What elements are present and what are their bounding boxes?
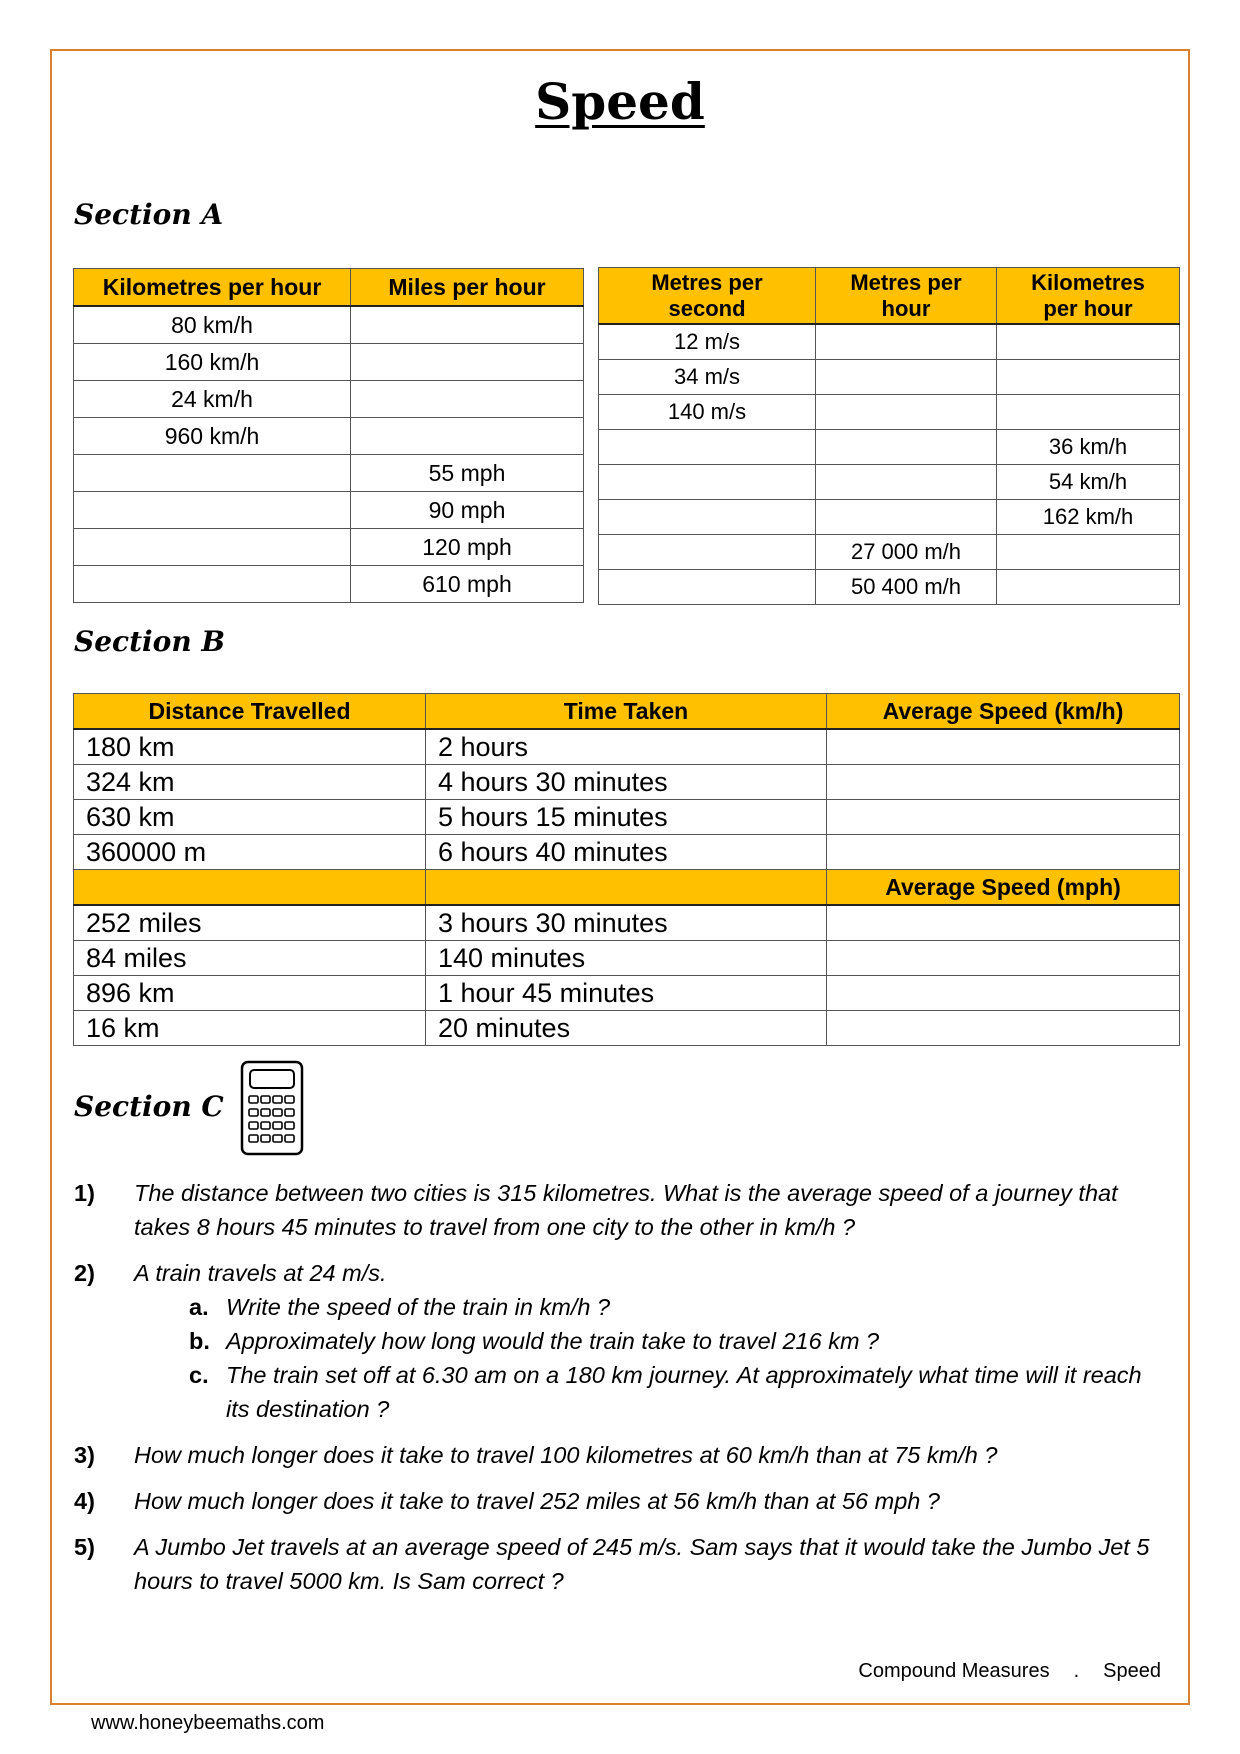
question-text: How much longer does it take to travel 100 kilometres at 60 km/h than at 75 km/h ? <box>134 1442 998 1468</box>
table-ms-mh-kmh <box>598 267 1180 605</box>
question-list <box>74 1176 1164 1610</box>
question-number: 1) <box>74 1180 95 1206</box>
table-cell: 6 hours 40 minutes <box>426 835 827 870</box>
answer-cell <box>827 729 1180 765</box>
table-row <box>74 381 584 418</box>
table-row <box>74 941 1180 976</box>
answer-cell <box>74 529 351 566</box>
footer-topic: Compound Measures <box>858 1660 1050 1682</box>
table-row <box>74 344 584 381</box>
table-cell: 24 km/h <box>74 381 351 418</box>
answer-cell <box>816 430 997 465</box>
answer-cell <box>827 976 1180 1011</box>
question-number: 2) <box>74 1260 95 1286</box>
table-row <box>599 570 1180 605</box>
section-c-heading: Section C <box>74 1090 224 1123</box>
sub-question <box>134 1290 1164 1324</box>
table-cell: 140 m/s <box>599 395 816 430</box>
table-cell: 54 km/h <box>997 465 1180 500</box>
table-cell: 162 km/h <box>997 500 1180 535</box>
table-cell: 610 mph <box>351 566 584 603</box>
answer-cell <box>816 500 997 535</box>
table-kmh-mph <box>73 268 584 603</box>
column-header: Metres per hour <box>816 268 997 325</box>
table-cell: 360000 m <box>74 835 426 870</box>
question-number: 5) <box>74 1534 95 1560</box>
question-number: 3) <box>74 1442 95 1468</box>
table-cell: 120 mph <box>351 529 584 566</box>
question-text: A Jumbo Jet travels at an average speed of 245 m/s. Sam says that it would take the Jumbo Jet 5 hours to travel 5000 km. Is Sam correct ? <box>134 1534 1150 1594</box>
answer-cell <box>351 306 584 344</box>
question-item <box>74 1256 1164 1426</box>
column-header: Kilometres per hour <box>997 268 1180 325</box>
page-title: Speed <box>535 72 705 131</box>
table-row <box>74 306 584 344</box>
answer-cell <box>827 800 1180 835</box>
answer-cell <box>816 324 997 360</box>
table-row <box>74 1011 1180 1046</box>
question-item <box>74 1438 1164 1472</box>
question-text: A train travels at 24 m/s. <box>134 1260 387 1286</box>
table-row <box>74 976 1180 1011</box>
table-row <box>74 418 584 455</box>
table-cell: 80 km/h <box>74 306 351 344</box>
footer-separator: . <box>1073 1660 1080 1682</box>
table-row <box>599 535 1180 570</box>
answer-cell <box>997 395 1180 430</box>
table-row <box>74 566 584 603</box>
table-row <box>599 360 1180 395</box>
question-number: 4) <box>74 1488 95 1514</box>
table-row <box>74 455 584 492</box>
table-cell: 5 hours 15 minutes <box>426 800 827 835</box>
table-cell: 630 km <box>74 800 426 835</box>
answer-cell <box>599 570 816 605</box>
table-cell: 16 km <box>74 1011 426 1046</box>
answer-cell <box>599 465 816 500</box>
table-cell: 90 mph <box>351 492 584 529</box>
table-row <box>599 324 1180 360</box>
table-subheader-row <box>74 870 1180 906</box>
table-cell: 324 km <box>74 765 426 800</box>
table-row <box>599 465 1180 500</box>
table-row <box>74 729 1180 765</box>
sub-question-label: b. <box>189 1328 210 1354</box>
question-text: How much longer does it take to travel 252 miles at 56 km/h than at 56 mph ? <box>134 1488 940 1514</box>
answer-cell <box>74 455 351 492</box>
footer-subtopic: Speed <box>1103 1660 1161 1682</box>
table-cell: 12 m/s <box>599 324 816 360</box>
table-row <box>599 500 1180 535</box>
table-cell: 50 400 m/h <box>816 570 997 605</box>
table-cell: 20 minutes <box>426 1011 827 1046</box>
table-row <box>599 430 1180 465</box>
column-header: Distance Travelled <box>74 694 426 730</box>
table-cell: 4 hours 30 minutes <box>426 765 827 800</box>
column-header: Kilometres per hour <box>74 269 351 307</box>
table-cell: 160 km/h <box>74 344 351 381</box>
answer-cell <box>599 535 816 570</box>
answer-cell <box>997 535 1180 570</box>
sub-question-label: c. <box>189 1362 209 1388</box>
table-cell: 180 km <box>74 729 426 765</box>
sub-question <box>134 1358 1164 1426</box>
answer-cell <box>74 492 351 529</box>
answer-cell <box>599 430 816 465</box>
table-cell: 55 mph <box>351 455 584 492</box>
question-text: The distance between two cities is 315 kilometres. What is the average speed of a journey that takes 8 hours 45 minutes to travel from one city to the other in km/h ? <box>134 1180 1118 1240</box>
column-header: Average Speed (km/h) <box>827 694 1180 730</box>
table-row <box>599 395 1180 430</box>
subheader-mph: Average Speed (mph) <box>827 870 1180 906</box>
subheader-cell <box>74 870 426 906</box>
website-link[interactable]: www.honeybeemaths.com <box>91 1712 325 1734</box>
table-row <box>74 765 1180 800</box>
table-row <box>74 835 1180 870</box>
table-cell: 140 minutes <box>426 941 827 976</box>
table-cell: 2 hours <box>426 729 827 765</box>
answer-cell <box>827 765 1180 800</box>
answer-cell <box>816 360 997 395</box>
table-cell: 3 hours 30 minutes <box>426 905 827 941</box>
table-cell: 252 miles <box>74 905 426 941</box>
answer-cell <box>599 500 816 535</box>
sub-question-label: a. <box>189 1294 209 1320</box>
answer-cell <box>827 1011 1180 1046</box>
answer-cell <box>827 905 1180 941</box>
answer-cell <box>74 566 351 603</box>
table-cell: 896 km <box>74 976 426 1011</box>
table-cell: 27 000 m/h <box>816 535 997 570</box>
footer <box>834 1660 1161 1683</box>
table-row <box>74 905 1180 941</box>
sub-question-text: Write the speed of the train in km/h ? <box>226 1294 611 1320</box>
answer-cell <box>997 324 1180 360</box>
table-row <box>74 492 584 529</box>
question-item <box>74 1484 1164 1518</box>
answer-cell <box>816 395 997 430</box>
column-header: Miles per hour <box>351 269 584 307</box>
table-cell: 36 km/h <box>997 430 1180 465</box>
answer-cell <box>997 360 1180 395</box>
answer-cell <box>351 381 584 418</box>
question-item <box>74 1530 1164 1598</box>
section-a-heading: Section A <box>74 198 224 231</box>
answer-cell <box>816 465 997 500</box>
calculator-icon <box>240 1060 304 1161</box>
answer-cell <box>827 941 1180 976</box>
table-cell: 960 km/h <box>74 418 351 455</box>
subheader-cell <box>426 870 827 906</box>
table-row <box>74 529 584 566</box>
question-item <box>74 1176 1164 1244</box>
sub-question-text: Approximately how long would the train take to travel 216 km ? <box>226 1328 880 1354</box>
table-cell: 1 hour 45 minutes <box>426 976 827 1011</box>
answer-cell <box>351 344 584 381</box>
table-row <box>74 800 1180 835</box>
table-cell: 34 m/s <box>599 360 816 395</box>
answer-cell <box>997 570 1180 605</box>
table-average-speed <box>73 693 1180 1046</box>
sub-question-text: The train set off at 6.30 am on a 180 km journey. At approximately what time will it reach its destination ? <box>226 1362 1142 1422</box>
answer-cell <box>351 418 584 455</box>
column-header: Metres per second <box>599 268 816 325</box>
column-header: Time Taken <box>426 694 827 730</box>
sub-question <box>134 1324 1164 1358</box>
table-cell: 84 miles <box>74 941 426 976</box>
section-b-heading: Section B <box>74 625 226 658</box>
answer-cell <box>827 835 1180 870</box>
